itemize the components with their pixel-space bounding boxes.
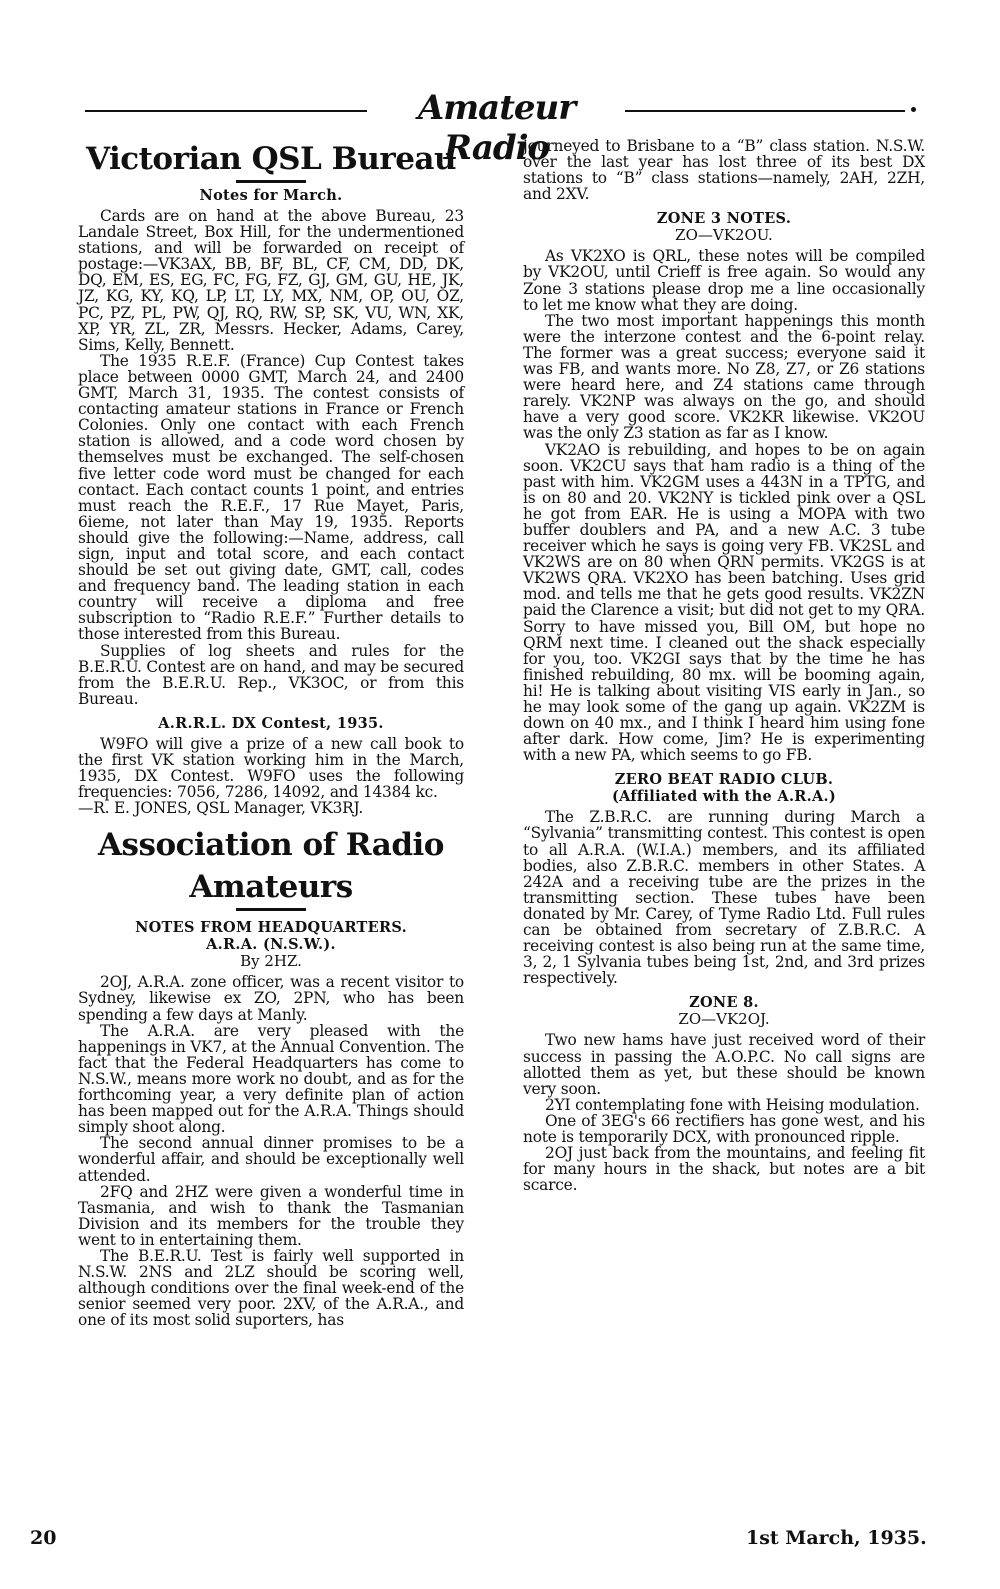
article-paragraph: The second annual dinner promises to be a wonderful affair, and should be exceptionally well attended. bbox=[78, 1134, 464, 1185]
article-paragraph: journeyed to Brisbane to a “B” class station. N.S.W. over the last year has lost three of its best DX stations to “B” class stations—namely, 2AH, 2ZH, and 2XV. bbox=[523, 137, 925, 204]
article-paragraph: 2FQ and 2HZ were given a wonderful time in Tasmania, and wish to thank the Tasmanian Division and its members for the trouble they went to in entertaining them. bbox=[78, 1182, 464, 1249]
zone-officer-line: ZO—VK2OU. bbox=[675, 226, 773, 245]
article-paragraph: 2YI contemplating fone with Heising modulation. bbox=[545, 1095, 920, 1114]
article-signature: —R. E. JONES, QSL Manager, VK3RJ. bbox=[78, 799, 364, 818]
victorian-qsl-bureau-heading: Victorian QSL Bureau bbox=[85, 141, 457, 177]
article-paragraph: Supplies of log sheets and rules for the B.E.R.U. Contest are on hand, and may be secured from the B.E.R.U. Rep., VK3OC, or from this Bureau. bbox=[78, 641, 464, 708]
zero-beat-radio-club-subheading: ZERO BEAT RADIO CLUB. bbox=[614, 771, 834, 789]
article-paragraph: VK2AO is rebuilding, and hopes to be on again soon. VK2CU says that ham radio is a thing of the past with him. VK2GM uses a 443N in a TPTG, and is on 80 and 20. VK2NY is tickled pink over a QSL he got from EAR. He is using a MOPA with two buffer doublers and PA, and a new A.C. 3 tube receiver which he says is going very FB. VK2SL and VK2WS are on 80 when QRN permits. VK2GS is at VK2WS QRA. VK2XO has been batching. Uses grid mod. and tells me that he gets good results. VK2ZN paid the Clarence a visit; but did not get to my QRA. Sorry to have missed you, Bill OM, but hope no QRM next time. I cleaned out the shack especially for you, too. VK2GI says that by the time he has finished rebuilding, 80 mx. will be booming again, hi! He is talking about visiting VIS early in Jan., so he may look some of the gang up again. VK2ZM is down on 40 mx., and I think I heard him using fone after dark. How come, Jim? He is experimenting with a new PA, which seems to go FB. bbox=[523, 440, 925, 765]
zone-3-notes-subheading: ZONE 3 NOTES. bbox=[656, 210, 792, 228]
article-paragraph: The two most important happenings this month were the interzone contest and the 6-point relay. The former was a great success; everyone said it was FB, and wants more. No Z8, Z7, or Z6 stations were heard here, and Z4 stations came through rarely. VK2NP was always on the go, and should have a very good score. VK2KR likewise. VK2OU was the only Z3 station as far as I know. bbox=[523, 311, 925, 443]
affiliated-subheading: (Affiliated with the A.R.A.) bbox=[611, 788, 837, 806]
masthead-dot bbox=[911, 107, 916, 112]
article-paragraph: W9FO will give a prize of a new call book to the first VK station working him in the March, 1935, DX Contest. W9FO uses the following frequencies: 7056, 7286, 14092, and 14384 kc. bbox=[78, 734, 464, 802]
article-paragraph: 2OJ, A.R.A. zone officer, was a recent visitor to Sydney, likewise ex ZO, 2PN, who has been spending a few days at Manly. bbox=[78, 973, 464, 1024]
article-paragraph: As VK2XO is QRL, these notes will be compiled by VK2OU, until Crieff is free again. So would any Zone 3 stations please drop me a line occasionally to let me know what they are doing. bbox=[523, 247, 925, 314]
page-number: 20 bbox=[30, 1527, 57, 1549]
zone-8-subheading: ZONE 8. bbox=[689, 994, 759, 1012]
article-paragraph: The B.E.R.U. Test is fairly well supported in N.S.W. 2NS and 2LZ should be scoring well, although conditions over the final week-end of the senior seemed very poor. 2XV, of the A.R.A., and one of its most solid suporters, has bbox=[78, 1246, 464, 1330]
notes-from-headquarters-subheading: NOTES FROM HEADQUARTERS. bbox=[135, 919, 407, 937]
right-column bbox=[523, 138, 925, 1193]
notes-for-march-subheading: Notes for March. bbox=[199, 187, 343, 204]
heading-rule bbox=[236, 180, 306, 183]
article-paragraph: The Z.B.R.C. are running during March a “Sylvania” transmitting contest. This contest is open to all A.R.A. (W.I.A.) members, and its affiliated bodies, also Z.B.R.C. members in other States. A 242A and a receiving tube are the prizes in the transmitting section. These tubes have been donated by Mr. Carey, of Tyme Radio Ltd. Full rules can be obtained from secretary of Z.B.R.C. A receiving contest is also being run at the same time, 3, 2, 1 Sylvania tubes being 1st, 2nd, and 3rd prizes respectively. bbox=[523, 808, 925, 988]
article-paragraph: 2OJ just back from the mountains, and feeling fit for many hours in the shack, but notes are a bit scarce. bbox=[523, 1144, 925, 1195]
article-paragraph: Cards are on hand at the above Bureau, 23 Landale Street, Box Hill, for the undermentioned stations, and will be forwarded on receipt of postage:—VK3AX, BB, BF, BL, CF, CM, DD, DK, DQ, EM, ES, EG, FC, FG, FZ, GJ, GM, GU, HE, JK, JZ, KG, KY, KQ, LP, LT, LY, MX, NM, OP, OU, OZ, PC, PZ, PL, PW, QJ, RQ, RW, SP, SK, VU, WN, XK, XP, YR, ZL, ZR, Messrs. Hecker, Adams, Carey, Sims, Kelly, Bennett. bbox=[78, 207, 464, 354]
article-paragraph: One of 3EG's 66 rectifiers has gone west, and his note is temporarily DCX, with pronounced ripple. bbox=[523, 1111, 925, 1146]
issue-date: 1st March, 1935. bbox=[746, 1527, 927, 1549]
byline: By 2HZ. bbox=[240, 952, 302, 971]
article-paragraph: Two new hams have just received word of their success in passing the A.O.P.C. No call signs are allotted them as yet, but these should be known very soon. bbox=[523, 1031, 925, 1098]
association-of-radio-amateurs-heading: Association of Radio Amateurs bbox=[98, 827, 444, 906]
masthead-rule-left bbox=[85, 110, 367, 112]
article-paragraph: The 1935 R.E.F. (France) Cup Contest takes place between 0000 GMT, March 24, and 2400 GMT, March 31, 1935. The contest consists of contacting amateur stations in France or French Colonies. Only one contact with each French station is allowed, and a code word chosen by themselves must be exchanged. The self-chosen five letter code word must be changed for each contact. Each contact counts 1 point, and entries must reach the R.E.F., 17 Rue Mayet, Paris, 6ieme, not later than May 19, 1935. Reports should give the following:—Name, address, call sign, input and total score, and each contact should be set out giving date, GMT, call, codes and frequency band. The leading station in each country will receive a diploma and free subscription to “Radio R.E.F.” Further details to those interested from this Bureau. bbox=[78, 351, 464, 644]
heading-rule bbox=[236, 908, 306, 911]
ara-nsw-subheading: A.R.A. (N.S.W.). bbox=[206, 936, 336, 954]
masthead-title: Amateur Radio bbox=[417, 88, 576, 168]
article-paragraph: The A.R.A. are very pleased with the happenings in VK7, at the Annual Convention. The fact that the Federal Headquarters has come to N.S.W., means more work no doubt, and as for the forthcoming year, a very definite plan of action has been mapped out for the A.R.A. Things should simply shoot along. bbox=[78, 1021, 464, 1137]
zone-officer-line: ZO—VK2OJ. bbox=[678, 1010, 770, 1029]
left-column bbox=[78, 138, 464, 1328]
masthead-rule-right bbox=[625, 110, 905, 112]
arrl-dx-contest-subheading: A.R.R.L. DX Contest, 1935. bbox=[158, 714, 384, 732]
